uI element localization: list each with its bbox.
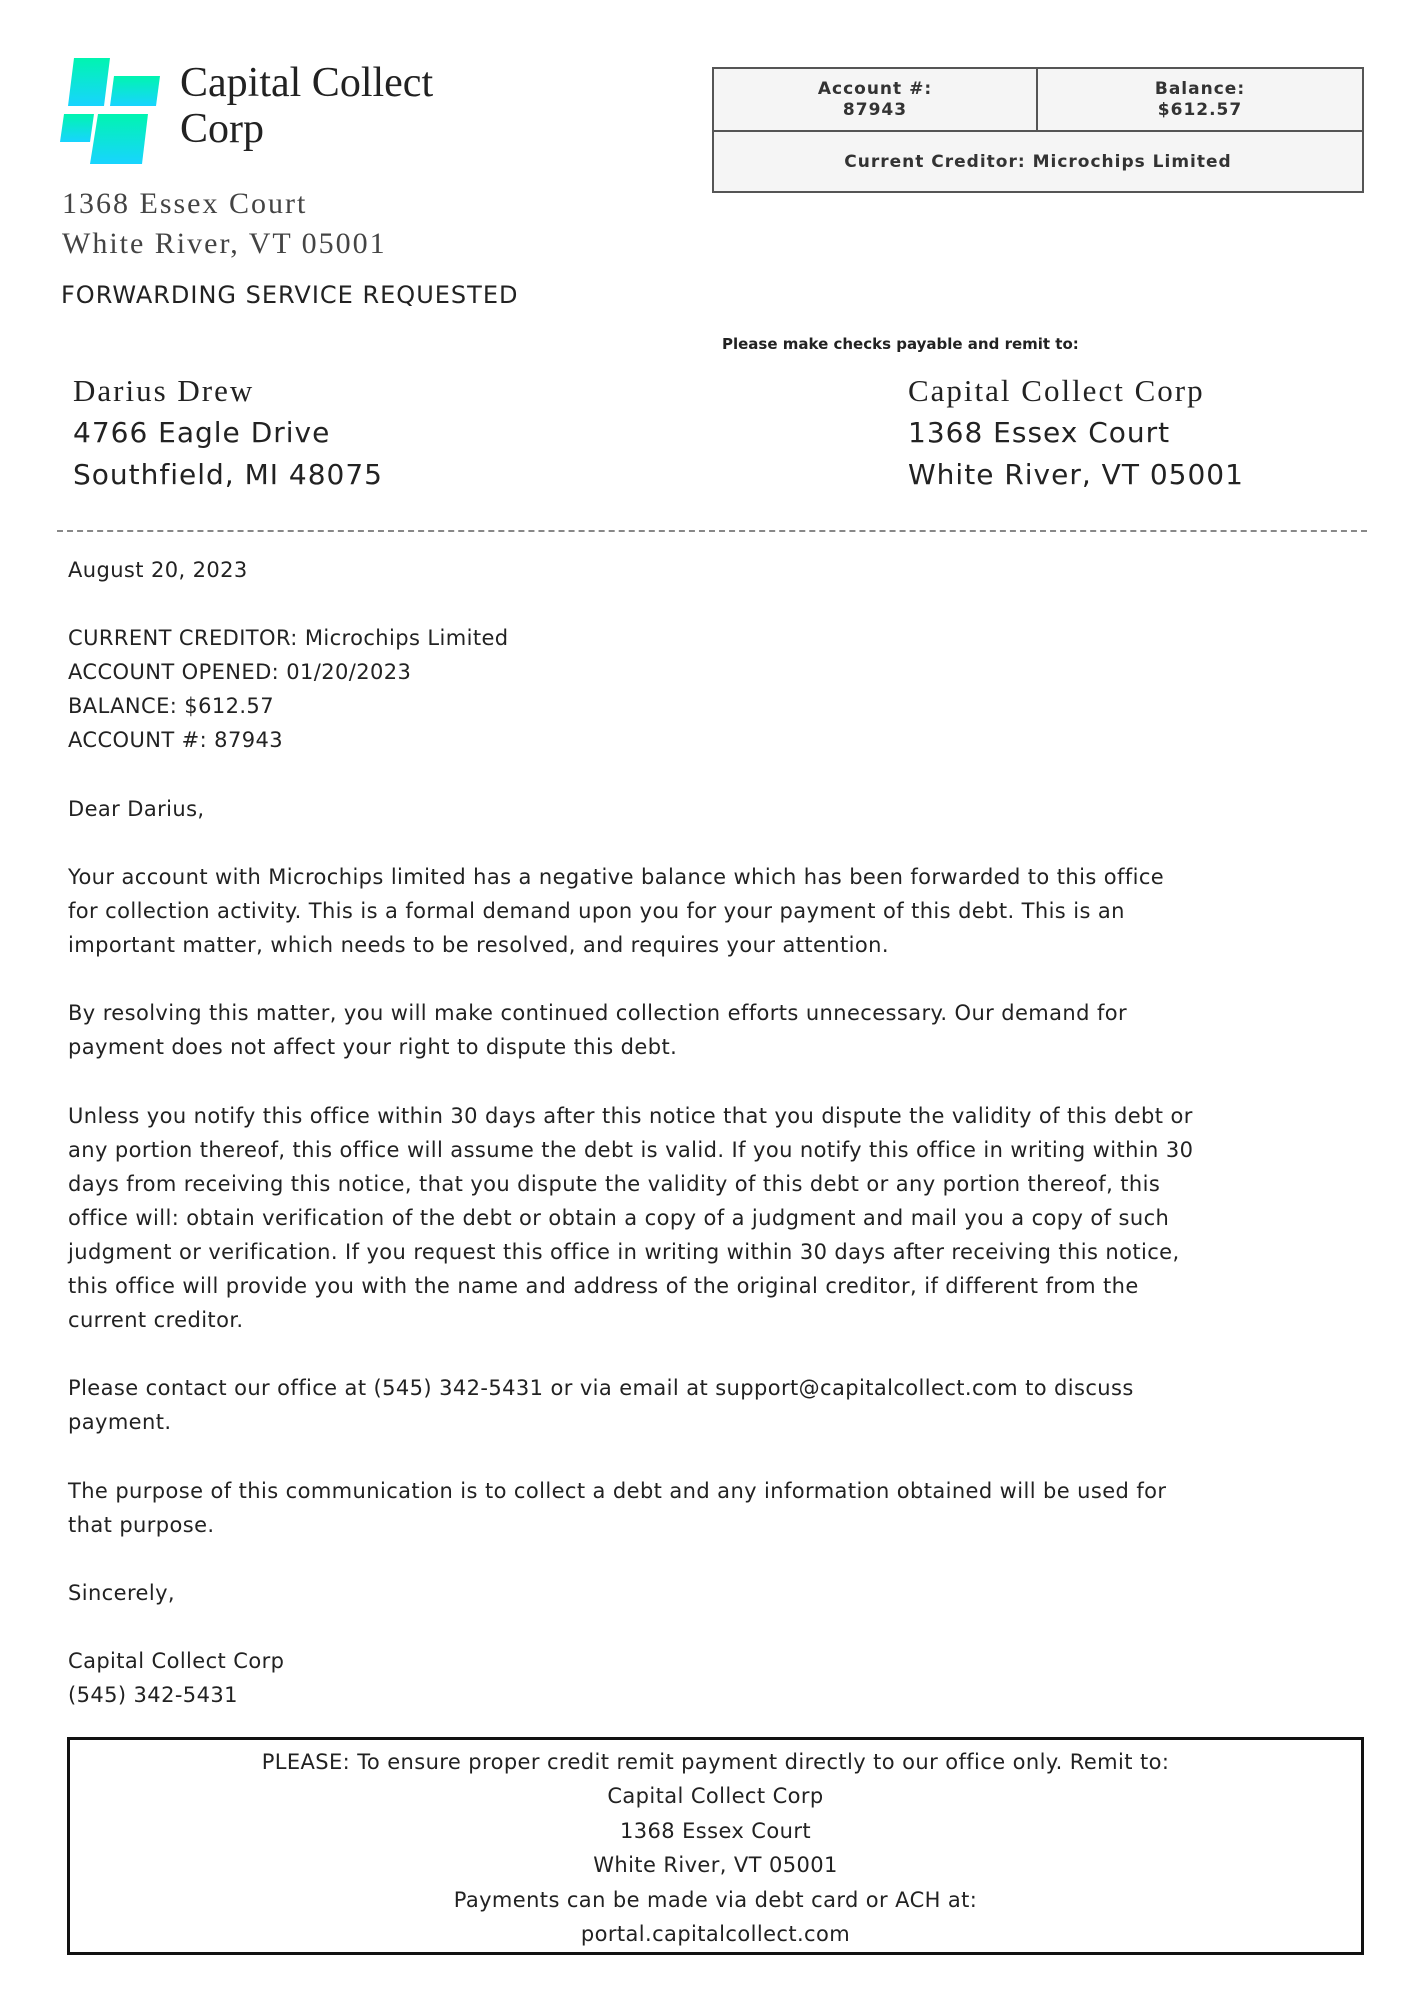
signature-phone: (545) 342-5431: [68, 1683, 238, 1708]
detail-line: ACCOUNT OPENED: 01/20/2023: [68, 660, 412, 685]
remit-address: [908, 370, 1244, 496]
account-value: 87943: [842, 100, 908, 120]
notice-line: Payments can be made via debt card or ACH at:: [453, 1887, 978, 1912]
company-name: [180, 60, 433, 152]
tear-line-divider: [57, 530, 1367, 532]
text-line: this office will provide you with the name and address of the original creditor, if different from the: [68, 1273, 1139, 1298]
text-line: Unless you notify this office within 30 days after this notice that you dispute the validity of this debt or: [68, 1103, 1193, 1128]
text-line: payment.: [68, 1410, 172, 1435]
current-creditor: Current Creditor: Microchips Limited: [714, 130, 1362, 195]
closing: Sincerely,: [68, 1580, 175, 1605]
remit-name: Capital Collect Corp: [908, 373, 1205, 408]
remit-street: 1368 Essex Court: [908, 416, 1171, 449]
remit-city: White River, VT 05001: [908, 458, 1244, 491]
paragraph: [68, 860, 1193, 962]
text-line: office will: obtain verification of the debt or obtain a copy of a judgment and mail you a copy of such: [68, 1205, 1170, 1230]
text-line: important matter, which needs to be resolved, and requires your attention.: [68, 933, 889, 958]
account-number-cell: [714, 69, 1038, 130]
remit-notice-box: [67, 1737, 1364, 1955]
text-line: payment does not affect your right to dispute this debt.: [68, 1035, 678, 1060]
paragraph: [68, 1474, 1193, 1542]
text-line: The purpose of this communication is to collect a debt and any information obtained will be used for: [68, 1478, 1167, 1503]
notice-line: White River, VT 05001: [593, 1853, 838, 1878]
salutation: Dear Darius,: [68, 796, 205, 821]
signature: [68, 1644, 1193, 1712]
signature-name: Capital Collect Corp: [68, 1649, 285, 1673]
detail-line: CURRENT CREDITOR: Microchips Limited: [68, 626, 509, 651]
text-line: any portion thereof, this office will assume the debt is valid. If you notify this office in writing within 30: [68, 1137, 1194, 1162]
return-address-line: 1368 Essex Court: [62, 187, 308, 220]
balance-value: $612.57: [1157, 100, 1243, 120]
forwarding-notice: FORWARDING SERVICE REQUESTED: [61, 281, 519, 309]
balance-label: Balance:: [1154, 79, 1246, 99]
balance-cell: [1038, 69, 1362, 130]
detail-line: BALANCE: $612.57: [68, 694, 274, 719]
text-line: By resolving this matter, you will make continued collection efforts unnecessary. Our demand for: [68, 1001, 1128, 1026]
notice-line: PLEASE: To ensure proper credit remit payment directly to our office only. Remit to:: [261, 1750, 1170, 1774]
text-line: days from receiving this notice, that you dispute the validity of this debt or any portion thereof, this: [68, 1171, 1161, 1196]
text-line: Your account with Microchips limited has a negative balance which has been forwarded to this office: [68, 864, 1165, 889]
remit-label: Please make checks payable and remit to:: [722, 335, 1079, 353]
account-label: Account #:: [817, 79, 933, 99]
company-logo-icon: [60, 58, 162, 164]
return-address-line: White River, VT 05001: [62, 227, 387, 260]
paragraph: [68, 1371, 1193, 1439]
text-line: current creditor.: [68, 1308, 244, 1333]
company-name-line: Corp: [180, 106, 264, 152]
recipient-city: Southfield, MI 48075: [73, 458, 383, 491]
portal-link[interactable]: portal.capitalcollect.com: [580, 1922, 851, 1947]
text-line: judgment or verification. If you request this office in writing within 30 days after receiving this notice,: [68, 1239, 1180, 1264]
letter-date: August 20, 2023: [68, 558, 248, 582]
text-line: Please contact our office at (545) 342-5431 or via email at support@capitalcollect.com to discuss: [68, 1376, 1134, 1401]
detail-line: ACCOUNT #: 87943: [68, 728, 283, 753]
notice-line: Capital Collect Corp: [607, 1784, 824, 1809]
paragraph: [68, 1099, 1193, 1338]
recipient-address: [73, 370, 383, 496]
company-name-line: Capital Collect: [180, 60, 434, 106]
account-summary-box: [712, 67, 1364, 193]
account-details: [68, 621, 1193, 757]
text-line: that purpose.: [68, 1512, 215, 1537]
letter-body: [68, 553, 1193, 1712]
recipient-street: 4766 Eagle Drive: [73, 416, 331, 449]
paragraph: [68, 996, 1193, 1064]
text-line: for collection activity. This is a formal demand upon you for your payment of this debt. This is an: [68, 898, 1125, 923]
recipient-name: Darius Drew: [73, 373, 255, 408]
return-address: [62, 184, 387, 264]
notice-line: 1368 Essex Court: [619, 1818, 811, 1843]
